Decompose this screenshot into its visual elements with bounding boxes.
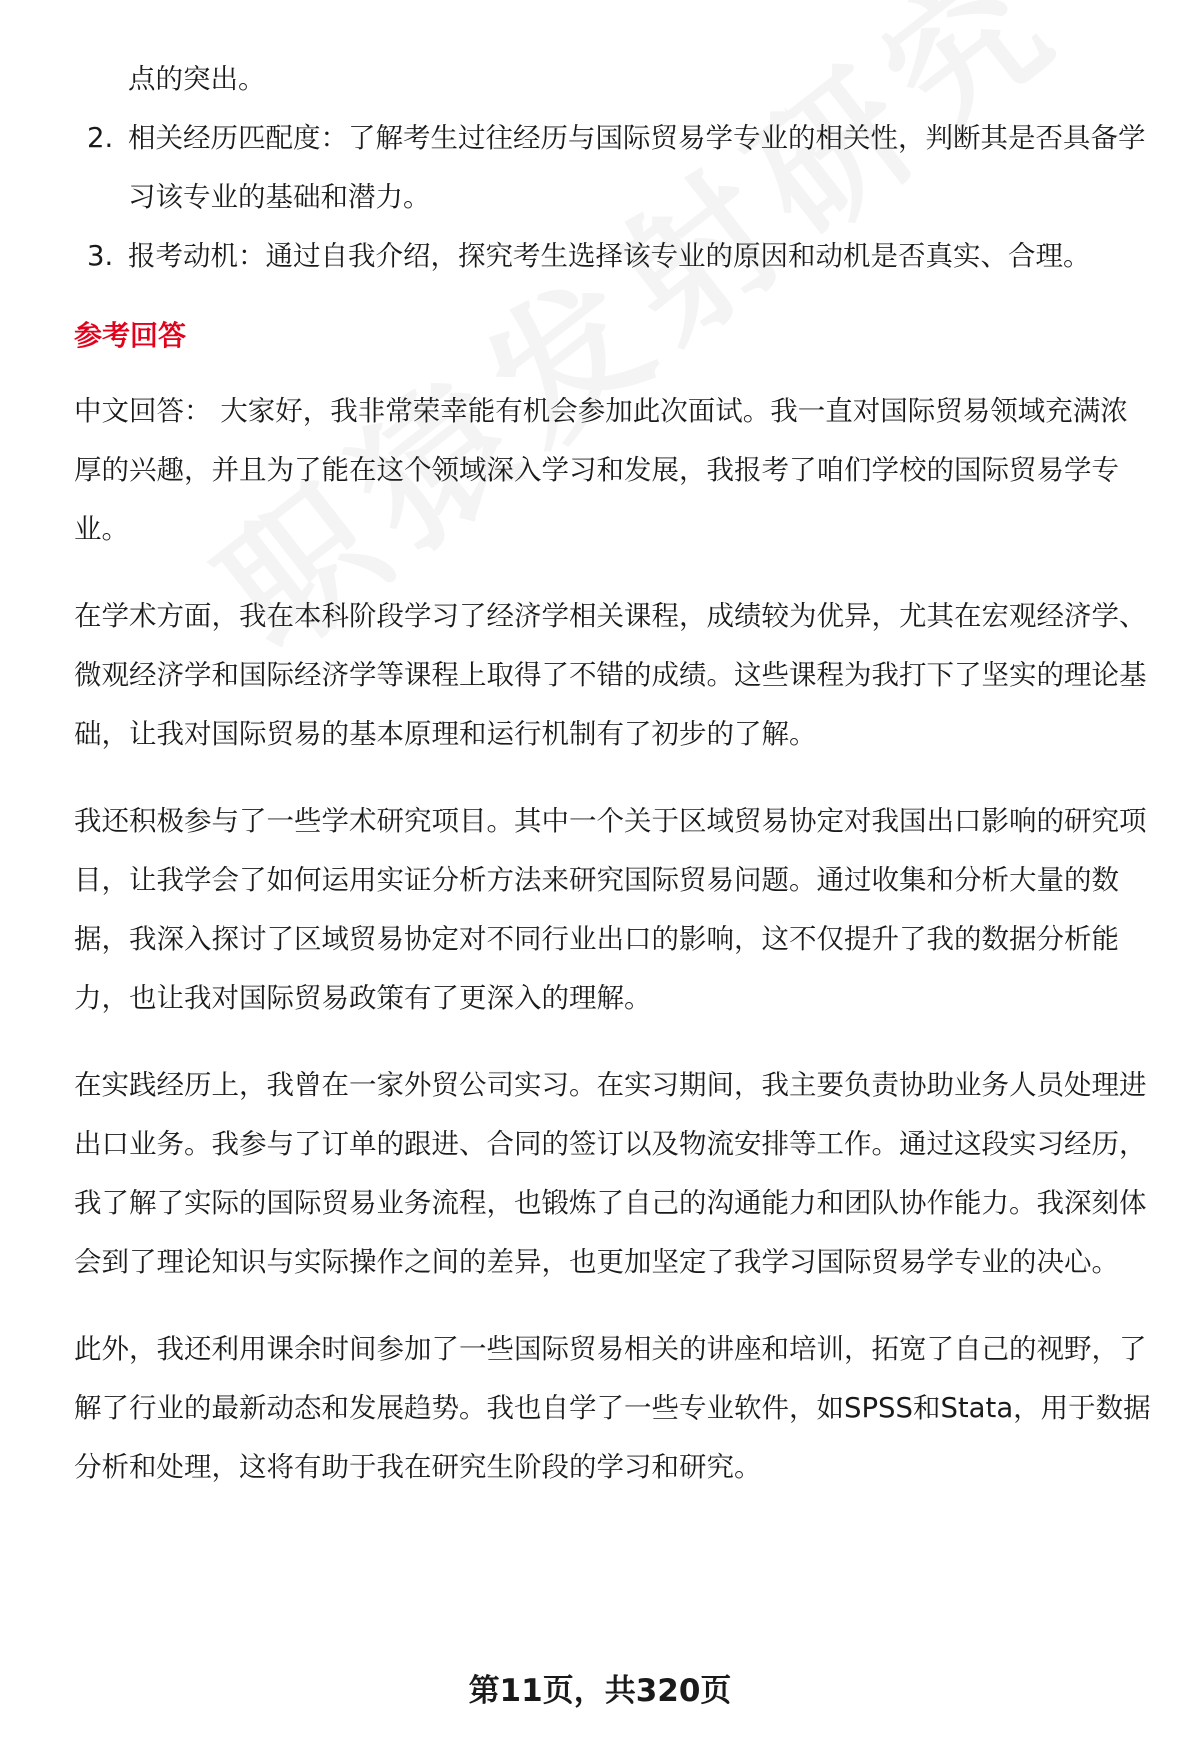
paragraph: 我还积极参与了一些学术研究项目。其中一个关于区域贸易协定对我国出口影响的研究项目，让我学会了如何运用实证分析方法来研究国际贸易问题。通过收集和分析大量的数据，我深入探讨了区域贸易协定对不同行业出口的影响，这不仅提升了我的数据分析能力，也让我对国际贸易政策有了更深入的理解。: [74, 805, 1147, 1014]
paragraph: 在学术方面，我在本科阶段学习了经济学相关课程，成绩较为优异，尤其在宏观经济学、微观经济学和国际经济学等课程上取得了不错的成绩。这些课程为我打下了坚实的理论基础，让我对国际贸易的基本原理和运行机制有了初步的了解。: [74, 600, 1147, 750]
page-number-footer: 第11页，共320页: [468, 1673, 732, 1709]
list-item: [74, 227, 1154, 286]
list-item-number: 3.: [87, 240, 114, 272]
criteria-list: [74, 109, 1154, 286]
list-item-number: 2.: [87, 122, 114, 154]
section-heading: 参考回答: [74, 319, 187, 352]
list-item-text: 报考动机：通过自我介绍，探究考生选择该专业的原因和动机是否真实、合理。: [128, 240, 1091, 272]
list-item: [74, 109, 1154, 227]
page-content: [74, 50, 1154, 1525]
list-continuation: 点的突出。: [128, 63, 266, 95]
list-item-text: 相关经历匹配度：了解考生过往经历与国际贸易学专业的相关性，判断其是否具备学习该专业的基础和潜力。: [128, 122, 1146, 213]
paragraph: 此外，我还利用课余时间参加了一些国际贸易相关的讲座和培训，拓宽了自己的视野，了解了行业的最新动态和发展趋势。我也自学了一些专业软件，如SPSS和Stata，用于数据分析和处理，这将有助于我在研究生阶段的学习和研究。: [74, 1333, 1151, 1483]
paragraph: 在实践经历上，我曾在一家外贸公司实习。在实习期间，我主要负责协助业务人员处理进出口业务。我参与了订单的跟进、合同的签订以及物流安排等工作。通过这段实习经历，我了解了实际的国际贸易业务流程，也锻炼了自己的沟通能力和团队协作能力。我深刻体会到了理论知识与实际操作之间的差异，也更加坚定了我学习国际贸易学专业的决心。: [74, 1069, 1147, 1278]
paragraph: 中文回答： 大家好，我非常荣幸能有机会参加此次面试。我一直对国际贸易领域充满浓厚的兴趣，并且为了能在这个领域深入学习和发展，我报考了咱们学校的国际贸易学专业。: [74, 395, 1128, 545]
